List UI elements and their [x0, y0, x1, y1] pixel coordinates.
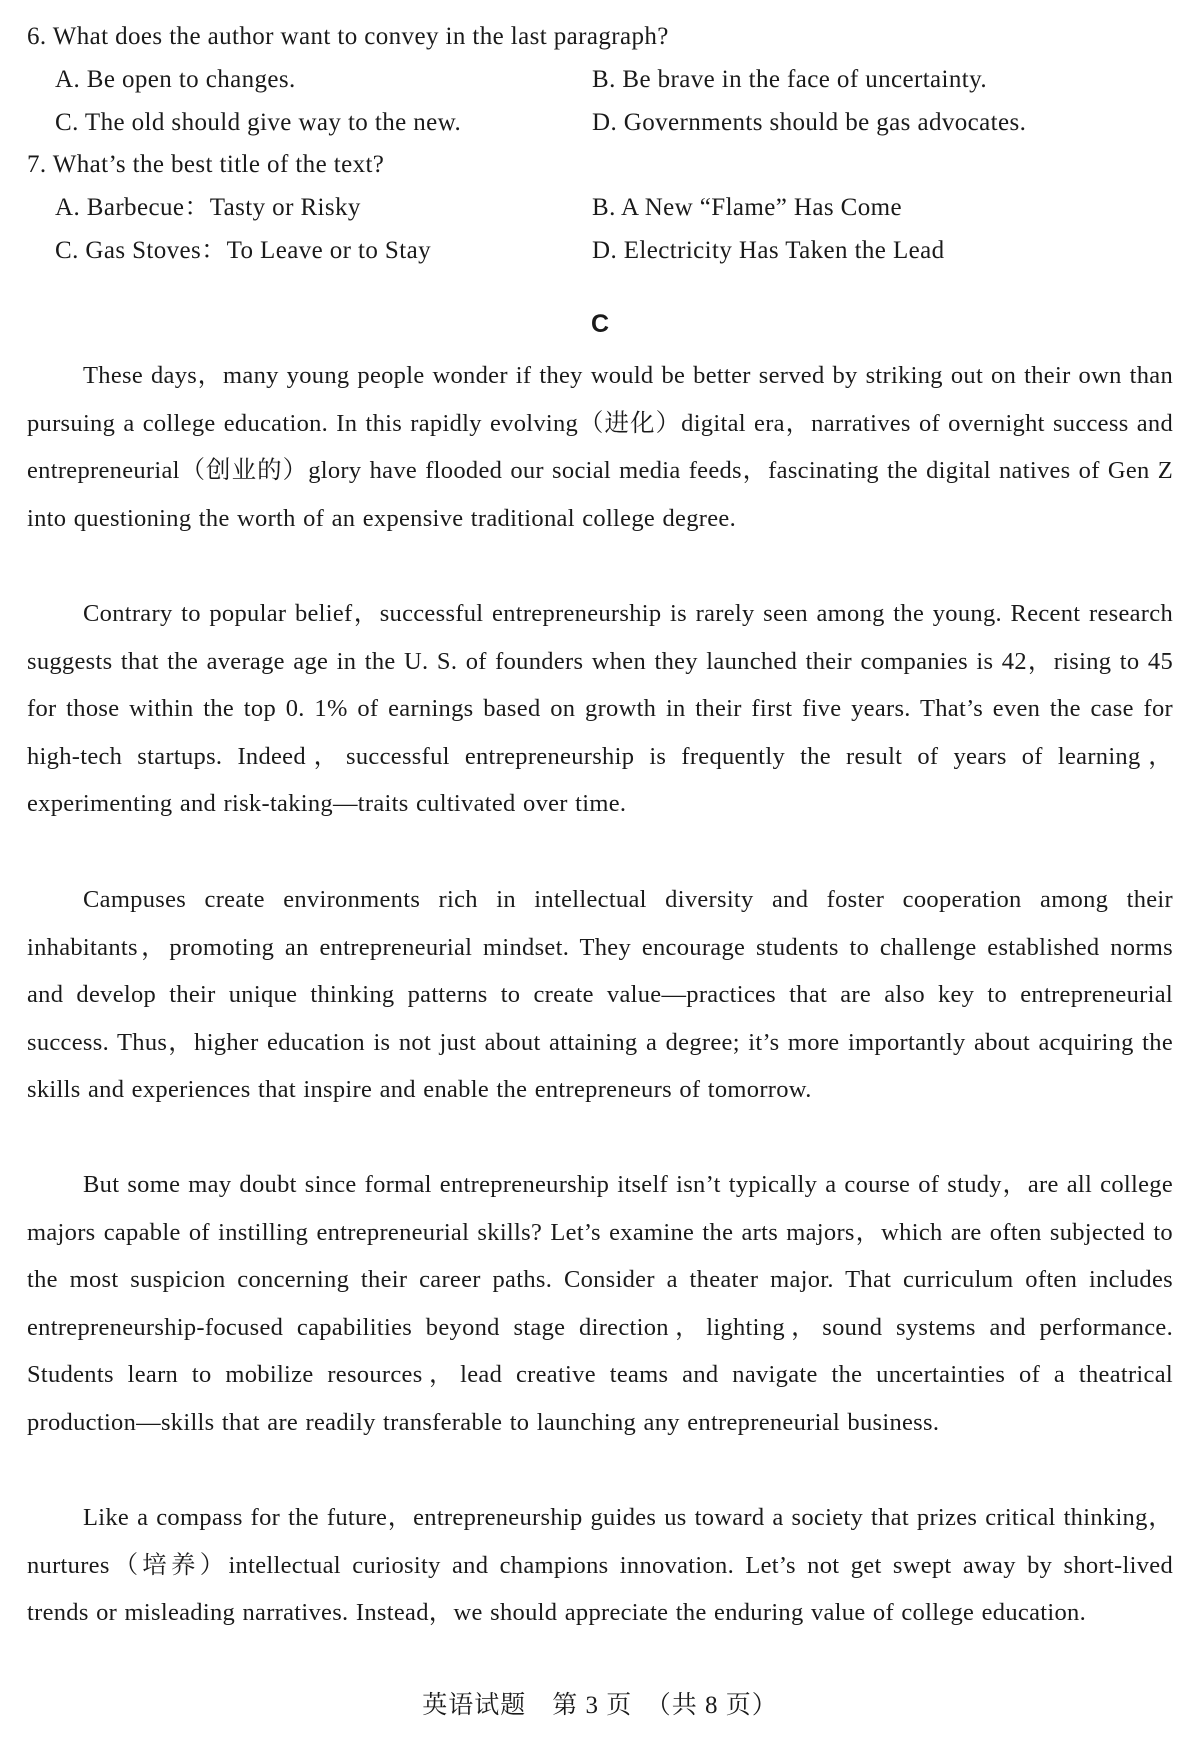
- question-6-option-b: B. Be brave in the face of uncertainty.: [592, 66, 988, 93]
- question-6-option-d: D. Governments should be gas advocates.: [592, 109, 1027, 136]
- question-6-stem: 6. What does the author want to convey in the last paragraph?: [27, 23, 669, 50]
- question-6-option-c: C. The old should give way to the new.: [55, 109, 462, 136]
- question-7-option-a: A. Barbecue：Tasty or Risky: [55, 194, 361, 221]
- passage-paragraph-4: But some may doubt since formal entrepreneurship itself isn’t typically a course of study，are all college majors capable of instilling entrepreneurial skills? Let’s examine the arts majors，which are often subjected to the most suspicion concerning their career paths. Consider a theater major. That curriculum often includes entrepreneurship-focused capabilities beyond stage direction，lighting，sound systems and performance. Students learn to mobilize resources，lead creative teams and navigate the uncertainties of a theatrical production—skills that are readily transferable to launching any entrepreneurial business.: [27, 1171, 1173, 1436]
- page-footer: 英语试题 第 3 页 （共 8 页）: [422, 1692, 778, 1719]
- passage-paragraph-5: Like a compass for the future，entrepreneurship guides us toward a society that prizes critical thinking，nurtures（培养）intellectual curiosity and champions innovation. Let’s not get swept away by short-lived trends or misleading narratives. Instead，we should appreciate the enduring value of college education.: [27, 1504, 1173, 1626]
- question-6-option-a: A. Be open to changes.: [55, 66, 296, 93]
- passage-paragraph-3: Campuses create environments rich in intellectual diversity and foster cooperation among their inhabitants，promoting an entrepreneurial mindset. They encourage students to challenge established norms and develop their unique thinking patterns to create value—practices that are also key to entrepreneurial success. Thus，higher education is not just about attaining a degree; it’s more importantly about acquiring the skills and experiences that inspire and enable the entrepreneurs of tomorrow.: [27, 886, 1173, 1103]
- question-7-stem: 7. What’s the best title of the text?: [27, 151, 385, 178]
- section-heading: C: [590, 310, 610, 338]
- passage-paragraph-1: These days，many young people wonder if they would be better served by striking out on their own than pursuing a college education. In this rapidly evolving（进化）digital era，narratives of overnight success and entrepreneurial（创业的）glory have flooded our social media feeds，fascinating the digital natives of Gen Z into questioning the worth of an expensive traditional college degree.: [27, 362, 1173, 532]
- question-7-option-c: C. Gas Stoves：To Leave or to Stay: [55, 237, 431, 264]
- question-7-option-b: B. A New “Flame” Has Come: [592, 194, 902, 221]
- question-7-option-d: D. Electricity Has Taken the Lead: [592, 237, 945, 264]
- passage-paragraph-2: Contrary to popular belief，successful entrepreneurship is rarely seen among the young. Recent research suggests that the average age in the U. S. of founders when they launched their companies is 42，rising to 45 for those within the top 0. 1% of earnings based on growth in their first five years. That’s even the case for high-tech startups. Indeed，successful entrepreneurship is frequently the result of years of learning，experimenting and risk-taking—traits cultivated over time.: [27, 600, 1173, 817]
